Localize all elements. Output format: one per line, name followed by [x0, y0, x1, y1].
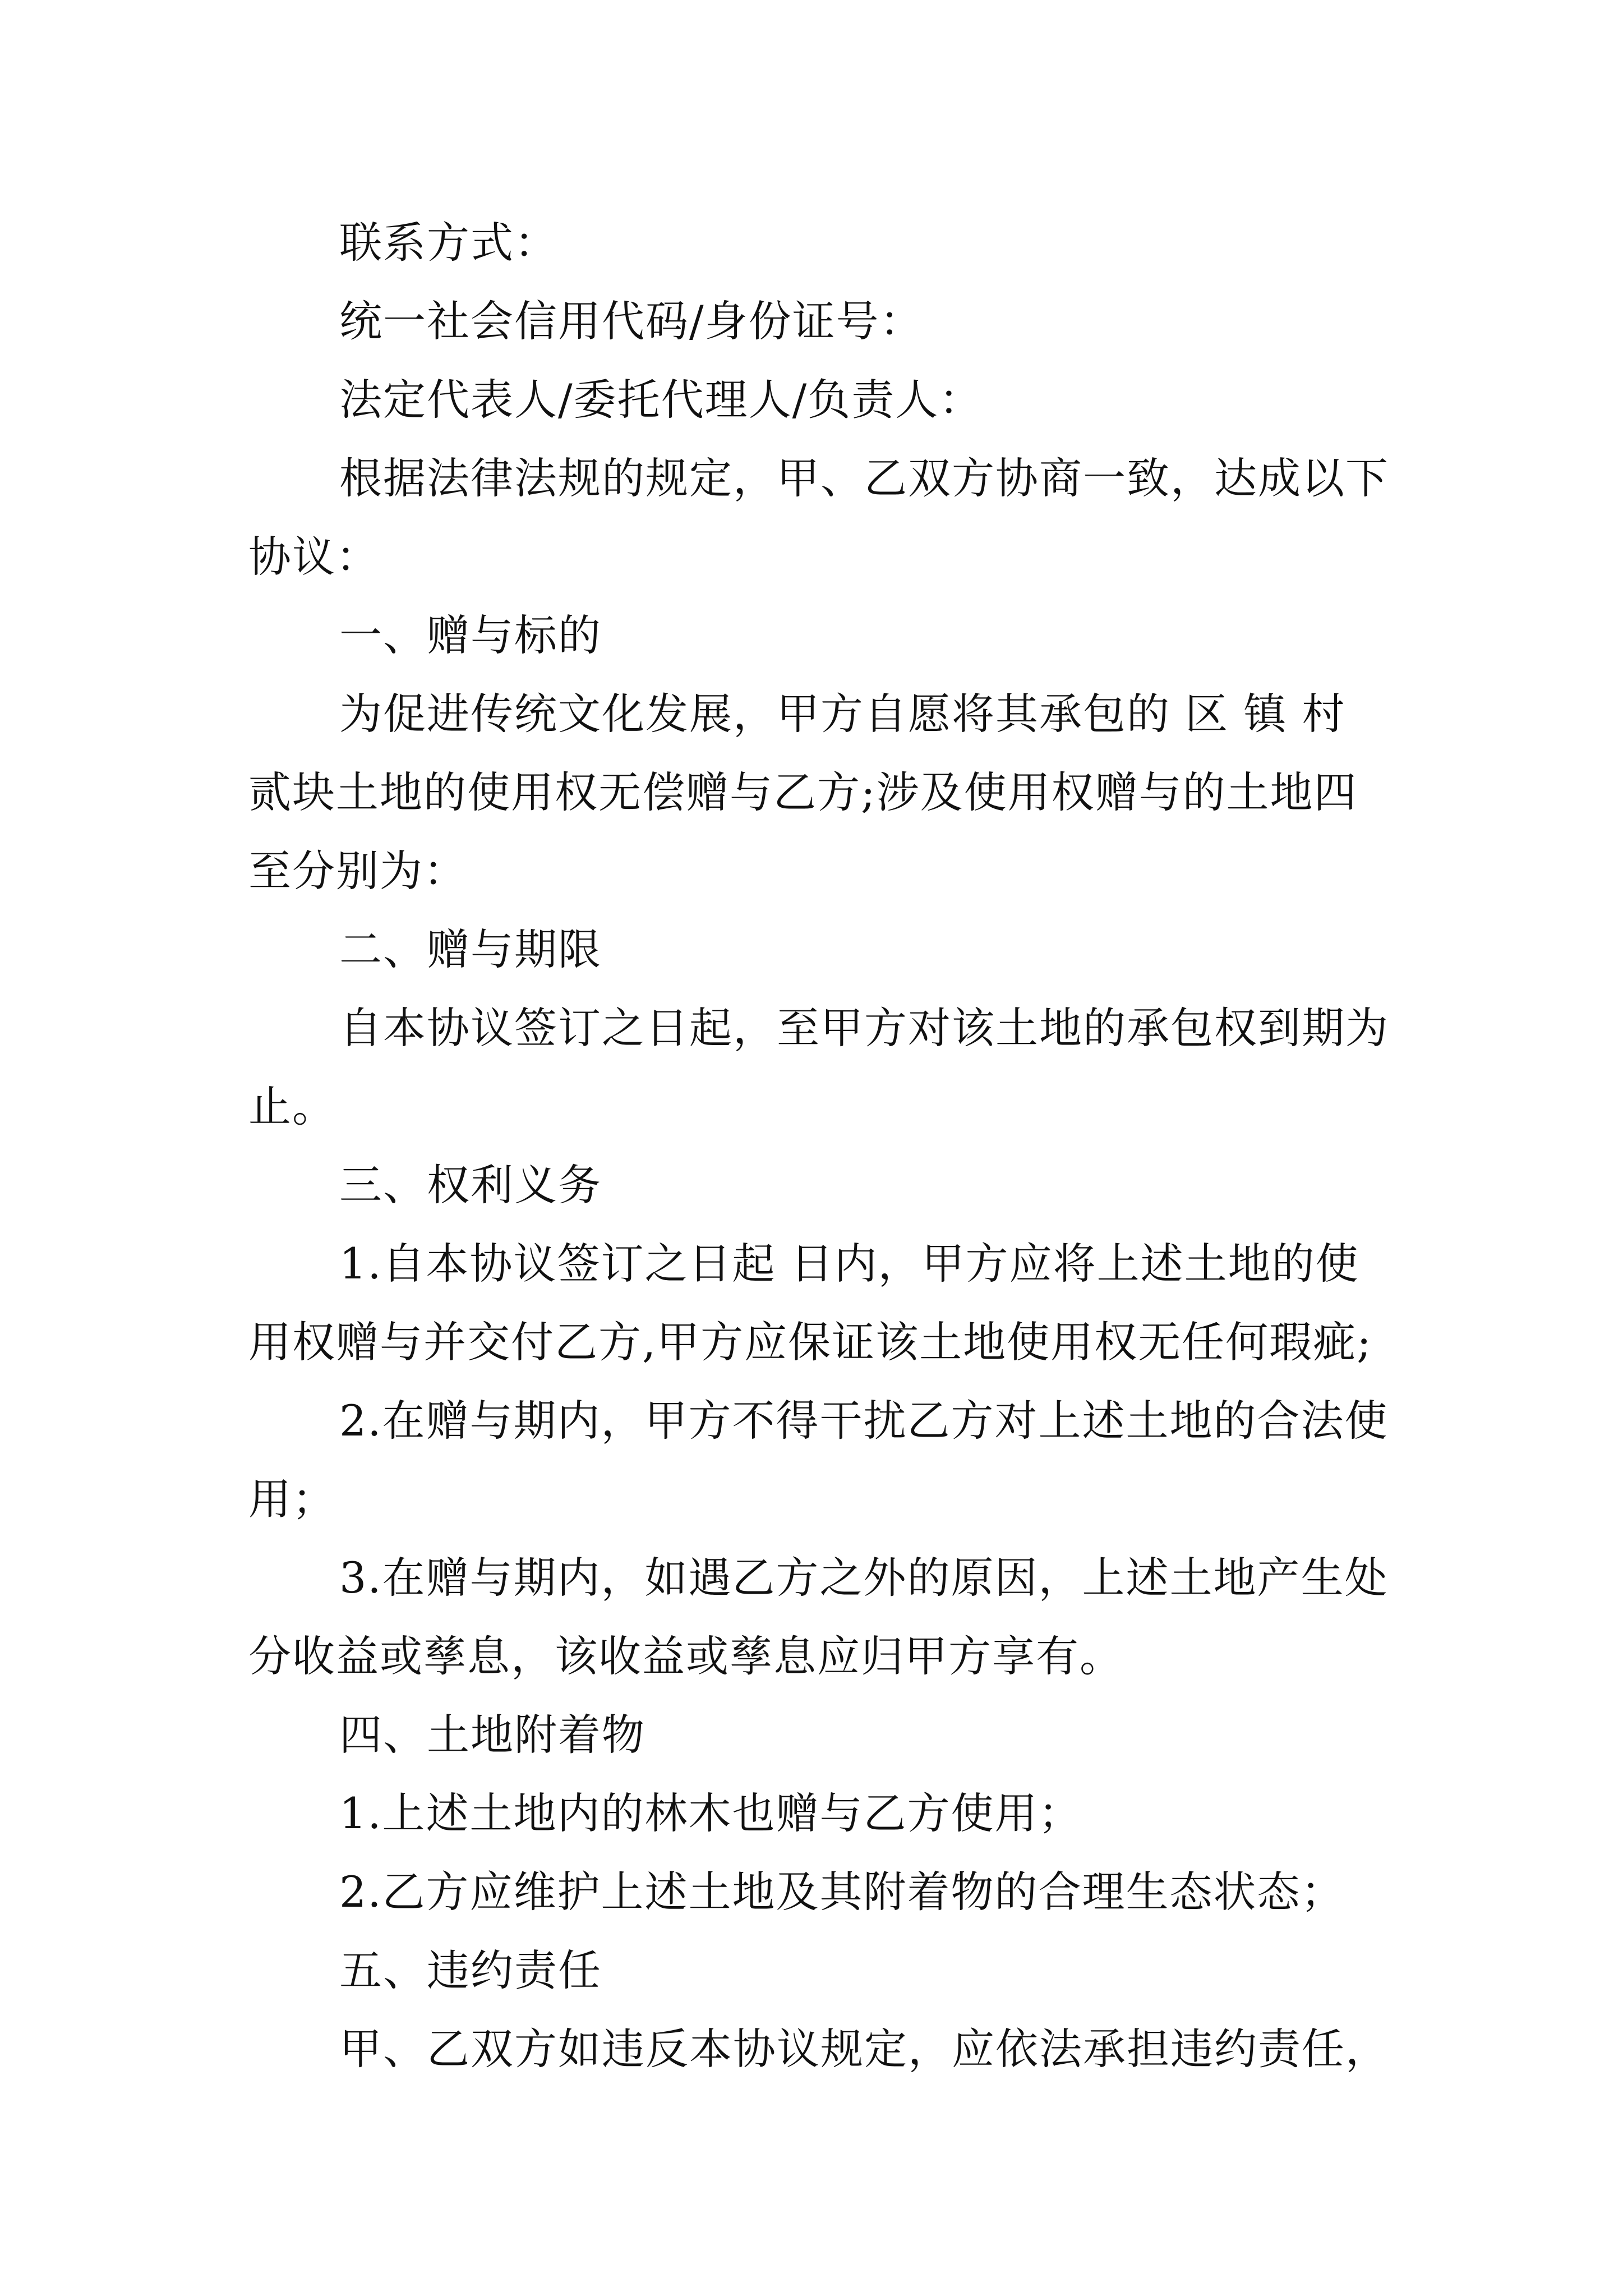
section-1-text-line-3: 至分别为：: [248, 846, 467, 896]
representative-line: 法定代表人/委托代理人/负责人：: [339, 375, 983, 425]
clause-3-3-line-1: 3.在赠与期内，如遇乙方之外的原因，上述土地产生处: [339, 1553, 1389, 1603]
section-2-text-line-2: 止。: [248, 1082, 336, 1131]
clause-4-2: 2.乙方应维护上述土地及其附着物的合理生态状态；: [339, 1867, 1345, 1917]
intro-paragraph-line-2: 协议：: [248, 532, 380, 582]
contact-line: 联系方式：: [339, 218, 558, 268]
section-4-heading: 四、土地附着物: [339, 1710, 645, 1760]
section-1-heading: 一、赠与标的: [339, 610, 602, 660]
clause-4-1: 1.上述土地内的林木也赠与乙方使用；: [339, 1788, 1082, 1838]
clause-3-1-line-2: 用权赠与并交付乙方,甲方应保证该土地使用权无任何瑕疵;: [248, 1317, 1372, 1367]
clause-3-2-line-2: 用；: [248, 1474, 336, 1524]
section-2-heading: 二、赠与期限: [339, 924, 602, 974]
section-2-text-line-1: 自本协议签订之日起，至甲方对该土地的承包权到期为: [339, 1003, 1389, 1053]
intro-paragraph-line-1: 根据法律法规的规定，甲、乙双方协商一致，达成以下: [339, 453, 1389, 503]
credit-code-line: 统一社会信用代码/身份证号：: [339, 296, 924, 346]
section-5-heading: 五、违约责任: [339, 1945, 602, 1995]
section-1-text-line-2: 贰块土地的使用权无偿赠与乙方;涉及使用权赠与的土地四: [248, 767, 1358, 817]
section-5-text-line-1: 甲、乙双方如违反本协议规定，应依法承担违约责任，: [339, 2024, 1389, 2074]
section-3-heading: 三、权利义务: [339, 1160, 602, 1210]
section-1-text-line-1: 为促进传统文化发展，甲方自愿将其承包的 区 镇 村: [339, 689, 1346, 739]
clause-3-2-line-1: 2.在赠与期内，甲方不得干扰乙方对上述土地的合法使: [339, 1396, 1389, 1446]
clause-3-3-line-2: 分收益或孳息，该收益或孳息应归甲方享有。: [248, 1631, 1123, 1681]
clause-3-1-line-1: 1.自本协议签订之日起 日内，甲方应将上述土地的使: [339, 1239, 1359, 1289]
